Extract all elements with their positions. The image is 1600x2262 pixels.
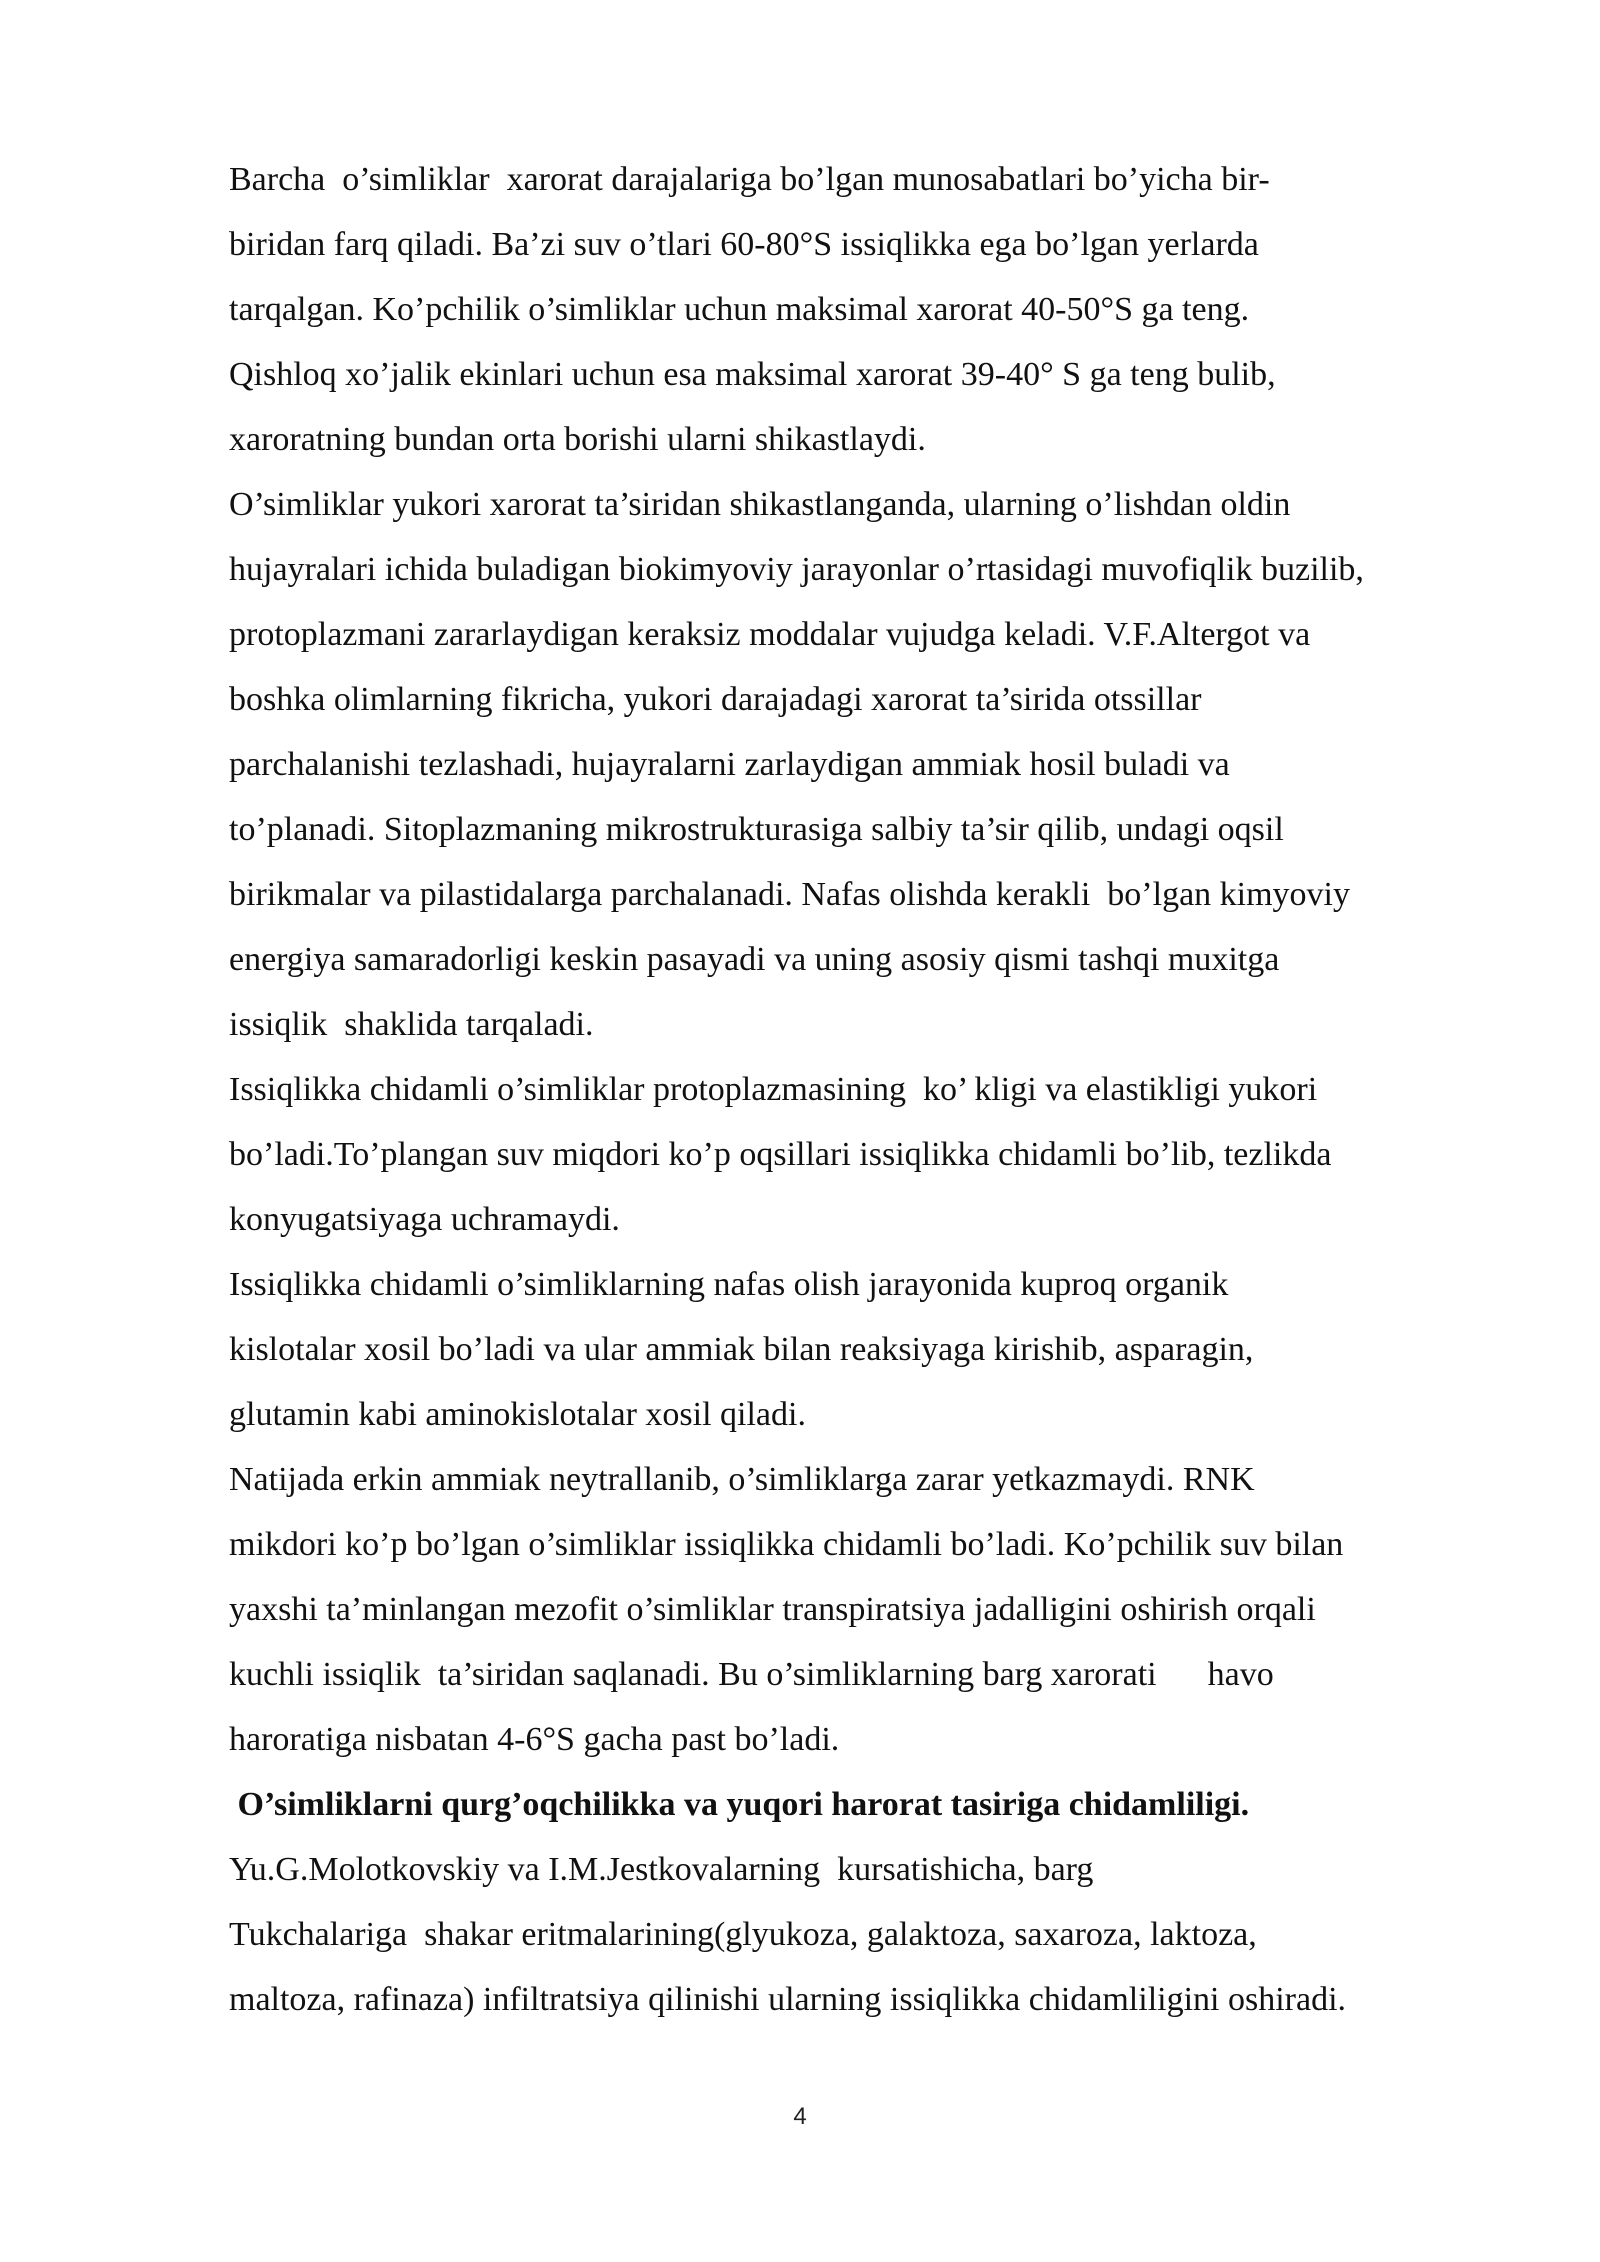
- text-line: maltoza, rafinaza) infiltratsiya qilinishi ularning issiqlikka chidamliligini oshiradi.: [229, 1981, 1347, 2018]
- text-line: tarqalgan. Ko’pchilik o’simliklar uchun maksimal xarorat 40-50°S ga teng.: [229, 291, 1250, 328]
- text-line: kuchli issiqlik ta’siridan saqlanadi. Bu o’simliklarning barg xarorati havo: [229, 1656, 1274, 1693]
- text-line: hujayralari ichida buladigan biokimyoviy jarayonlar o’rtasidagi muvofiqlik buzilib,: [229, 551, 1364, 588]
- text-line: birikmalar va pilastidalarga parchalanadi. Nafas olishda kerakli bo’lgan kimyoviy: [229, 876, 1351, 913]
- text-line: glutamin kabi aminokislotalar xosil qiladi.: [229, 1396, 806, 1433]
- text-line: Qishloq xo’jalik ekinlari uchun esa maksimal xarorat 39-40° S ga teng bulib,: [229, 356, 1276, 393]
- text-line: mikdori ko’p bo’lgan o’simliklar issiqlikka chidamli bo’ladi. Ko’pchilik suv bilan: [229, 1526, 1344, 1563]
- text-line: boshka olimlarning fikricha, yukori darajadagi xarorat ta’sirida otssillar: [229, 681, 1202, 718]
- page-number: 4: [793, 2103, 807, 2130]
- text-line: O’simliklar yukori xarorat ta’siridan shikastlanganda, ularning o’lishdan oldin: [229, 486, 1291, 523]
- text-line: issiqlik shaklida tarqaladi.: [229, 1006, 594, 1043]
- text-line: Issiqlikka chidamli o’simliklar protoplazmasining ko’ kligi va elastikligi yukori: [229, 1071, 1318, 1108]
- text-line: parchalanishi tezlashadi, hujayralarni zarlaydigan ammiak hosil buladi va: [229, 746, 1230, 783]
- text-line: energiya samaradorligi keskin pasayadi va uning asosiy qismi tashqi muxitga: [229, 941, 1280, 978]
- text-line: yaxshi ta’minlangan mezofit o’simliklar transpiratsiya jadalligini oshirish orqali: [229, 1591, 1316, 1628]
- text-line: bo’ladi.To’plangan suv miqdori ko’p oqsillari issiqlikka chidamli bo’lib, tezlikda: [229, 1136, 1332, 1173]
- body-text: [229, 147, 1529, 2032]
- text-line: Yu.G.Molotkovskiy va I.M.Jestkovalarning kursatishicha, barg: [229, 1851, 1094, 1888]
- text-line: konyugatsiyaga uchramaydi.: [229, 1201, 620, 1238]
- text-line: to’planadi. Sitoplazmaning mikrostrukturasiga salbiy ta’sir qilib, undagi oqsil: [229, 811, 1284, 848]
- text-line: protoplazmani zararlaydigan keraksiz moddalar vujudga keladi. V.F.Altergot va: [229, 616, 1311, 653]
- text-line: Barcha o’simliklar xarorat darajalariga bo’lgan munosabatlari bo’yicha bir-: [229, 161, 1270, 198]
- text-line: xaroratning bundan orta borishi ularni shikastlaydi.: [229, 421, 926, 458]
- text-line: Issiqlikka chidamli o’simliklarning nafas olish jarayonida kuproq organik: [229, 1266, 1229, 1303]
- text-line: kislotalar xosil bo’ladi va ular ammiak bilan reaksiyaga kirishib, asparagin,: [229, 1331, 1254, 1368]
- text-line: Tukchalariga shakar eritmalarining(glyukoza, galaktoza, saxaroza, laktoza,: [229, 1916, 1257, 1953]
- text-line: haroratiga nisbatan 4-6°S gacha past bo’ladi.: [229, 1721, 840, 1758]
- section-heading: O’simliklarni qurg’oqchilikka va yuqori harorat tasiriga chidamliligi.: [229, 1786, 1250, 1823]
- text-line: Natijada erkin ammiak neytrallanib, o’simliklarga zarar yetkazmaydi. RNK: [229, 1461, 1255, 1498]
- text-line: biridan farq qiladi. Ba’zi suv o’tlari 60-80°S issiqlikka ega bo’lgan yerlarda: [229, 226, 1259, 263]
